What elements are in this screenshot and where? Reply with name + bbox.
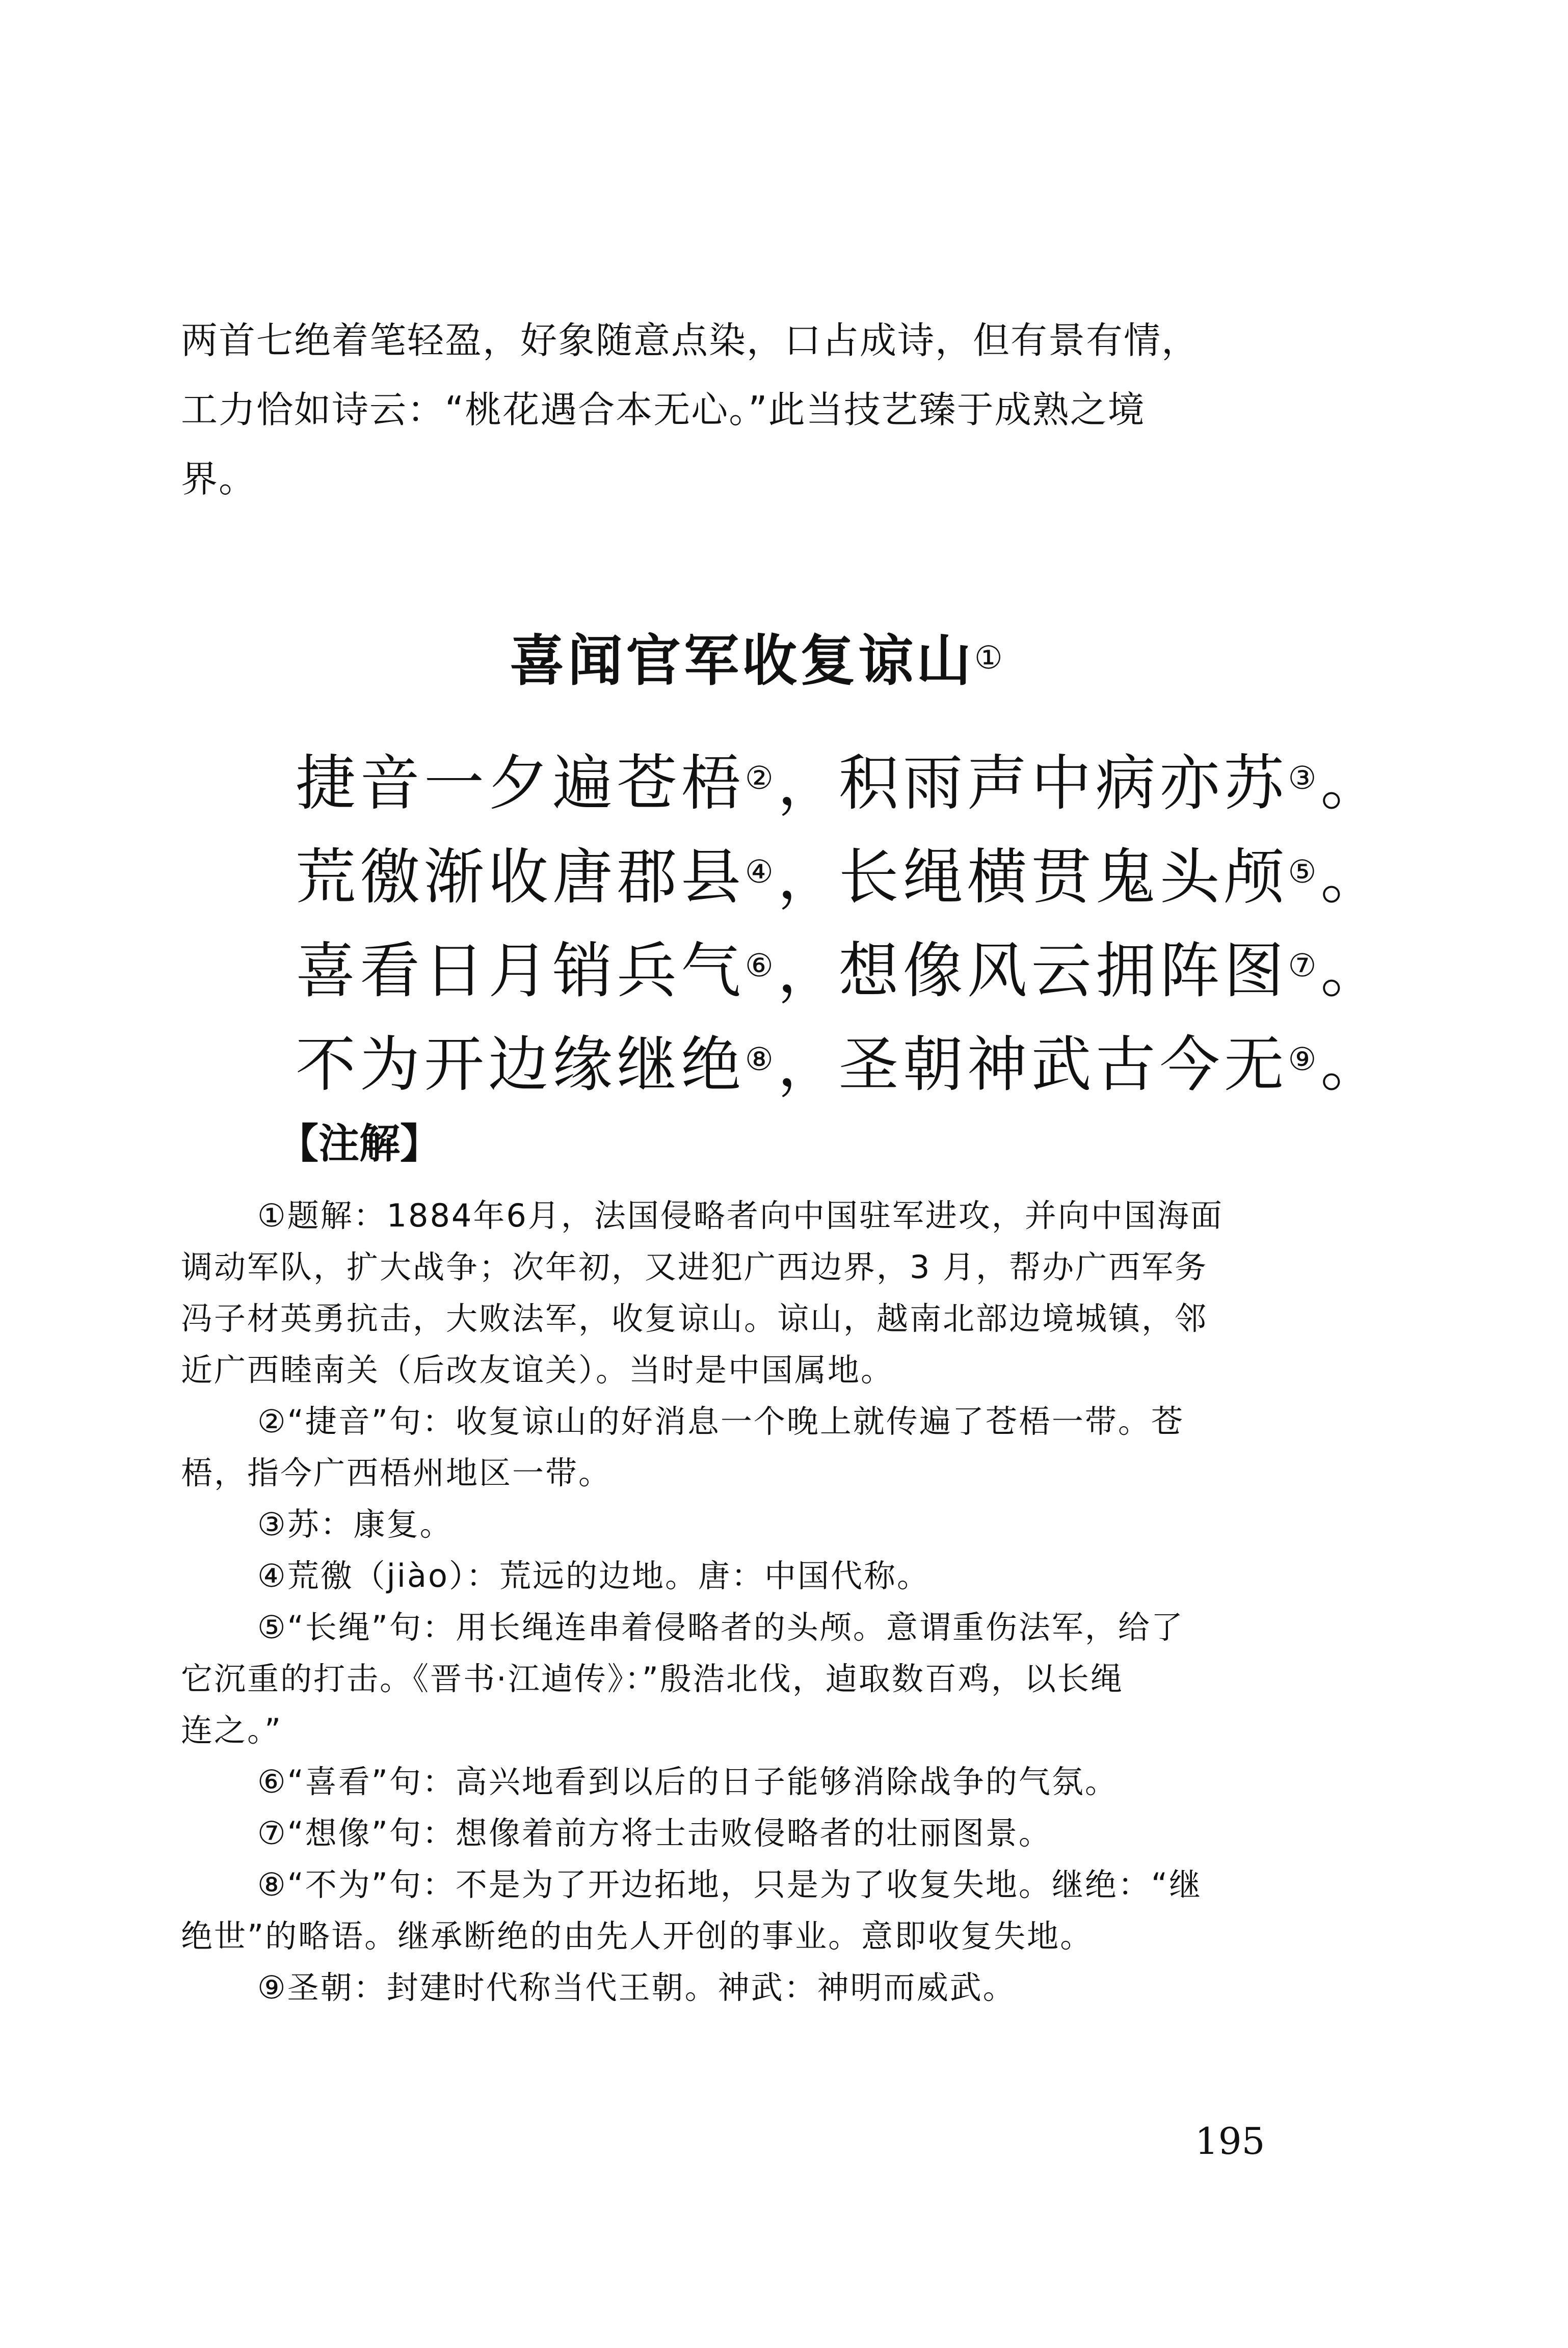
note-marker: ② bbox=[745, 759, 778, 796]
poem-line bbox=[296, 1015, 1385, 1109]
poem-separator: ， bbox=[777, 1029, 842, 1100]
note-line: ⑤“长绳”句：用长绳连串着侵略者的头颅。意谓重伤法军，给了 bbox=[257, 1609, 1184, 1646]
note-item bbox=[181, 1859, 1368, 1962]
note-item bbox=[181, 1499, 1368, 1550]
note-line: 梧，指今广西梧州地区一带。 bbox=[181, 1454, 612, 1491]
poem-hemistich: 荒徼渐收唐郡县 bbox=[296, 842, 746, 912]
page-number: 195 bbox=[1195, 2120, 1265, 2163]
poem-separator: ， bbox=[777, 842, 842, 912]
note-line: ⑨圣朝：封建时代称当代王朝。神武：神明而威武。 bbox=[257, 1969, 1016, 2006]
note-marker: ⑧ bbox=[745, 1040, 778, 1078]
poem-hemistich: 捷音一夕遍苍梧 bbox=[296, 748, 746, 818]
poem-title bbox=[510, 617, 1006, 696]
note-item bbox=[181, 1396, 1368, 1499]
note-line: ③苏：康复。 bbox=[257, 1506, 453, 1543]
poem-title-text: 喜闻官军收复谅山 bbox=[510, 629, 975, 693]
note-line: 绝世”的略语。继承断绝的由先人开创的事业。意即收复失地。 bbox=[181, 1917, 1094, 1955]
note-item bbox=[181, 1550, 1368, 1602]
note-marker: ⑥ bbox=[745, 947, 778, 984]
note-item bbox=[181, 1756, 1368, 1807]
poem-title-note-marker: ① bbox=[974, 639, 1006, 676]
poem-hemistich: 长绳横贯鬼头颅 bbox=[838, 842, 1288, 912]
note-line: 调动军队，扩大战争；次年初，又进犯广西边界，3 月，帮办广西军务 bbox=[181, 1248, 1208, 1286]
note-item bbox=[181, 1602, 1368, 1756]
note-item bbox=[181, 1962, 1368, 2013]
poem-end-mark: 。 bbox=[1320, 842, 1385, 912]
note-line: 近广西睦南关（后改友谊关）。当时是中国属地。 bbox=[181, 1351, 894, 1389]
notes-heading: 【注解】 bbox=[278, 1120, 441, 1167]
note-marker: ⑦ bbox=[1288, 947, 1321, 984]
note-line: ①题解：1884年6月，法国侵略者向中国驻军进攻，并向中国海面 bbox=[257, 1197, 1224, 1234]
poem-end-mark: 。 bbox=[1320, 936, 1385, 1006]
poem-end-mark: 。 bbox=[1320, 748, 1385, 818]
poem-hemistich: 想像风云拥阵图 bbox=[838, 936, 1288, 1006]
intro-line: 工力恰如诗云：“桃花遇合本无心。”此当技艺臻于成熟之境 bbox=[181, 388, 1146, 431]
note-marker: ③ bbox=[1288, 759, 1321, 796]
note-line: ⑦“想像”句：想像着前方将士击败侵略者的壮丽图景。 bbox=[257, 1815, 1052, 1852]
poem-line bbox=[296, 734, 1385, 828]
poem-body bbox=[296, 734, 1385, 1109]
poem-hemistich: 不为开边缘继绝 bbox=[296, 1029, 746, 1100]
poem-hemistich: 积雨声中病亦苏 bbox=[838, 748, 1288, 818]
note-line: 冯子材英勇抗击，大败法军，收复谅山。谅山，越南北部边境城镇，邻 bbox=[181, 1300, 1208, 1337]
note-line: ②“捷音”句：收复谅山的好消息一个晚上就传遍了苍梧一带。苍 bbox=[257, 1403, 1184, 1440]
intro-line: 两首七绝着笔轻盈，好象随意点染，口占成诗，但有景有情， bbox=[181, 319, 1200, 362]
note-marker: ⑤ bbox=[1288, 853, 1321, 890]
poem-separator: ， bbox=[777, 936, 842, 1006]
note-marker: ④ bbox=[745, 853, 778, 890]
note-line: ⑧“不为”句：不是为了开边拓地，只是为了收复失地。继绝：“继 bbox=[257, 1866, 1202, 1903]
intro-line: 界。 bbox=[181, 458, 257, 500]
note-line: 连之。” bbox=[181, 1712, 283, 1749]
note-item bbox=[181, 1190, 1368, 1396]
poem-line bbox=[296, 921, 1385, 1015]
note-line: ④荒徼（jiào）：荒远的边地。唐：中国代称。 bbox=[257, 1557, 930, 1594]
poem-hemistich: 喜看日月销兵气 bbox=[296, 936, 746, 1006]
poem-line bbox=[296, 828, 1385, 921]
note-line: ⑥“喜看”句：高兴地看到以后的日子能够消除战争的气氛。 bbox=[257, 1763, 1118, 1800]
notes-list bbox=[181, 1190, 1368, 2013]
poem-end-mark: 。 bbox=[1320, 1029, 1385, 1100]
intro-paragraph bbox=[181, 306, 1368, 514]
note-line: 它沉重的打击。《晋书·江逌传》：”殷浩北伐，逌取数百鸡，以长绳 bbox=[181, 1660, 1124, 1697]
note-item bbox=[181, 1807, 1368, 1859]
note-marker: ⑨ bbox=[1288, 1040, 1321, 1078]
poem-hemistich: 圣朝神武古今无 bbox=[838, 1029, 1288, 1100]
poem-separator: ， bbox=[777, 748, 842, 818]
